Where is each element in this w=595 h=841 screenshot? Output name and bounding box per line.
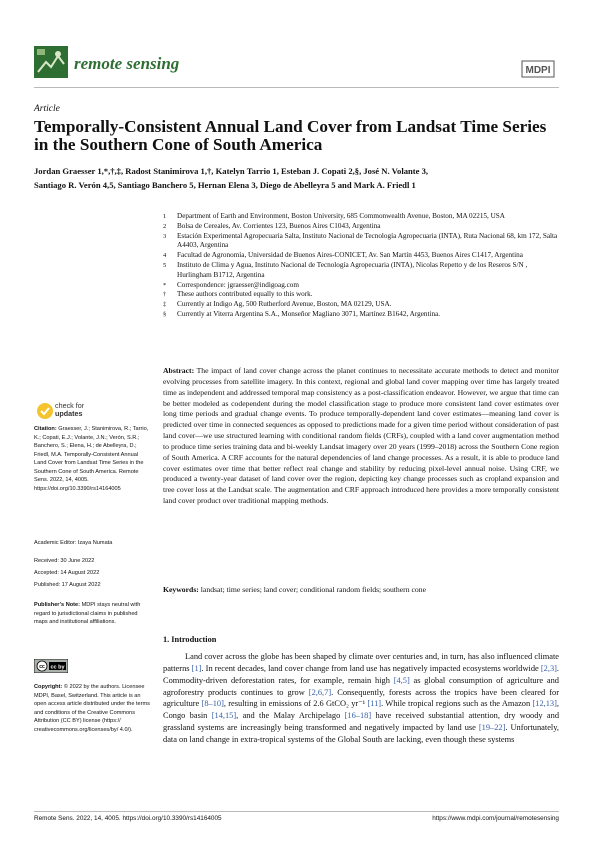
intro-text: , resulting in emissions of 2.6 GtCO₂ yr⁻¹ [223,699,368,709]
cc-label: cc by [50,664,65,671]
journal-logo-icon [34,46,68,78]
publisher-note-label: Publisher’s Note: [34,602,81,608]
citation-link[interactable]: [11] [367,699,382,709]
affiliation-item [163,281,559,291]
copyright-text: © 2022 by the authors. Licensee MDPI, Basel, Switzerland. This article is an open access article distributed under the terms and conditions of the Creative Commons Attribution (CC BY) license (https:// creativecommons.org/licenses/by/ 4.0/). [34,684,150,733]
keywords-label: Keywords: [163,585,199,594]
check-line-2: updates [55,409,83,418]
affiliation-item [163,222,559,232]
affiliation-text: Currently at Indigo Ag, 500 Rutherford Avenue, Boston, MA 02129, USA. [177,300,392,309]
intro-text: . Unfortunately, data on land change in extra-tropical systems of the Global South are lacking, even though these systems [163,723,559,744]
citation-link[interactable]: [12,13] [532,699,557,709]
svg-text:cc: cc [39,664,45,670]
abstract [163,366,559,507]
affiliation-text: Correspondence: jgraesser@indigoag.com [177,280,299,289]
affiliation-mark: 4 [163,252,167,260]
copyright-block [34,683,152,734]
publisher-name: MDPI [525,65,551,76]
section-heading: 1. Introduction [163,635,217,644]
header-divider [34,87,559,88]
author-line-2: Santiago R. Verón 4,5, Santiago Banchero 5, Hernan Elena 3, Diego de Abelleyra 5 and Mark A. Friedl 1 [34,179,416,190]
intro-text: have received substantial attention, dry woody and grassland systems are increasingly being transformed and negatively impacted by land use [163,711,560,733]
affiliations [163,212,559,320]
intro-text: . Commodity-driven deforestation rates, for example, remain high [163,663,560,685]
citation-link[interactable]: [2,6,7] [308,687,332,697]
affiliation-mark: § [163,310,167,318]
affiliation-mark: † [163,291,167,299]
introduction-paragraph [163,651,559,746]
citation-link[interactable]: [2,3] [540,663,557,673]
affiliation-text: Estación Experimental Agropecuaria Salta, Instituto Nacional de Tecnología Agropecuaria (INTA), Ruta Nacional 68, km 172, Salta A4403, Argentina [177,231,558,250]
affiliation-mark: 1 [163,213,167,220]
mdpi-logo-icon[interactable] [519,60,557,78]
abstract-label: Abstract: [163,366,195,375]
intro-text: . While tropical regions such as the Amazon [381,699,533,709]
affiliation-mark: 3 [163,232,167,240]
affiliation-item [163,232,559,252]
affiliation-item [163,290,559,300]
affiliation-mark: ‡ [163,301,167,309]
journal-name[interactable]: remote sensing [74,54,180,73]
citation-label: Citation: [34,426,57,432]
affiliation-text: Department of Earth and Environment, Boston University, 685 Commonwealth Avenue, Boston, MA 02215, USA [177,212,505,220]
affiliation-item [163,261,559,281]
footer-divider [34,811,559,812]
affiliation-mark: 5 [163,261,167,269]
affiliation-item [163,212,559,222]
citation-link[interactable]: [14,15] [211,711,237,721]
date-published: Published: 17 August 2022 [34,582,101,588]
date-accepted: Accepted: 14 August 2022 [34,570,100,576]
affiliation-mark: * [163,281,167,289]
citation-link[interactable]: [8–10] [201,699,224,709]
article-type: Article [34,104,60,114]
date-received: Received: 30 June 2022 [34,558,95,564]
check-line-1: check for [55,401,85,410]
affiliation-text: Bolsa de Cereales, Av. Corrientes 123, Buenos Aires C1043, Argentina [177,221,381,230]
affiliation-text: Currently at Viterra Argentina S.A., Monseñor Magliano 3071, Martínez B1642, Argentina. [177,309,441,318]
affiliation-text: Facultad de Agronomía, Universidad de Buenos Aires-CONICET, Av. San Martín 4453, Buenos Aires C1417, Argentina [177,251,523,260]
intro-text: Land cover across the globe has been shaped by climate over centuries and, in turn, has also influenced climate patterns [163,652,559,673]
author-line-1: Jordan Graesser 1,*,†,‡, Radost Stanimirova 1,†, Katelyn Tarrio 1, Esteban J. Copati 2,§, José N. Volante 3, [34,166,429,176]
affiliation-text: Instituto de Clima y Agua, Instituto Nacional de Tecnología Agropecuaria (INTA), Nicolas Repetto y de los Reseros S/N , Hurlingham B1712, Argentina [177,260,528,279]
publisher-note [34,601,152,627]
copyright-label: Copyright: [34,684,63,690]
affiliation-item [163,251,559,261]
check-for-updates-icon[interactable] [36,402,54,420]
cc-by-license-icon[interactable] [34,659,68,673]
intro-text: as global consumption of agriculture and agroforestry products continues to grow [163,675,559,697]
affiliation-item [163,310,559,320]
citation-link[interactable]: [1] [191,663,202,673]
abstract-text: The impact of land cover change across the planet continues to necessitate accurate methods to detect and monitor evolving processes from satellite imagery. In this context, regional and global land cover mapping over time has largely treated time as independent and addressed temporal map consistency as a post-classification endeavor. However, we argue that time can be better modeled as codependent during the model classification stage to produce more consistent land cover estimates over long time periods and gradual change events. To produce temporally-dependent land cover estimates—meaning land cover is predicted over time in connected sequences as opposed to predictions made for a given time period without consideration of past land cover—we use structured learning with conditional random fields (CRFs), coupled with a land cover augmentation method to produce time series training data and bi-weekly Landsat imagery over 20 years (1999–2018) across the Southern Cone region of South America. A CRF accounts for the natural dependencies of land change processes. As a result, it is able to produce land cover estimates over time that better reflect real change and stability by reducing pixel-level annual noise. Using CRF, we produced a twenty-year dataset of land cover over the region, depicting key change processes such as cropland expansion and tree cover loss at the Landsat scale. The augmentation and CRF approach introduced here provides a more temporally consistent land cover product over traditional mapping methods. [163,366,560,506]
check-for-updates-button[interactable] [55,402,84,418]
affiliation-item [163,300,559,310]
intro-text: . In recent decades, land cover change from land use has negatively impacted ecosystems worldwide [201,663,541,673]
footer-journal-link[interactable]: https://www.mdpi.com/journal/remotesensing [432,815,559,822]
article-title: Temporally-Consistent Annual Land Cover from Landsat Time Series in the Southern Cone of South America [34,117,547,154]
citation-text: Graesser, J.; Stanimirova, R.; Tarrio, K.; Copati, E.J.; Volante, J.N.; Verón, S.R.; Banchero, S.; Elena, H.; de Abelleyra, D.; Friedl, M.A. Temporally-Consistent Annual Land Cover from Landsat Time Series in the Southern Cone of South America. Remote Sens. 2022, 14, 4005. https://doi.org/10.3390/rs14164005 [34,426,149,492]
intro-text: . Consequently, forests across the tropics have been cleared for agriculture [163,687,560,709]
author-list [34,165,559,192]
intro-text: , Congo basin [163,699,559,721]
footer-citation[interactable]: Remote Sens. 2022, 14, 4005. https://doi.org/10.3390/rs14164005 [34,815,222,822]
affiliation-mark: 2 [163,222,167,230]
citation-link[interactable]: [19–22] [478,723,506,733]
keywords [163,585,559,594]
affiliation-text: These authors contributed equally to this work. [177,290,313,299]
keywords-text: landsat; time series; land cover; conditional random fields; southern cone [200,585,427,594]
citation-link[interactable]: [4,5] [393,675,410,685]
intro-text: , and the Malay Archipelago [236,711,345,721]
academic-editor: Academic Editor: Izaya Numata [34,540,113,546]
citation-link[interactable]: [16–18] [344,711,372,721]
publisher-note-text: MDPI stays neutral with regard to jurisdictional claims in published maps and institutional affiliations. [34,602,141,626]
citation-block [34,425,152,493]
